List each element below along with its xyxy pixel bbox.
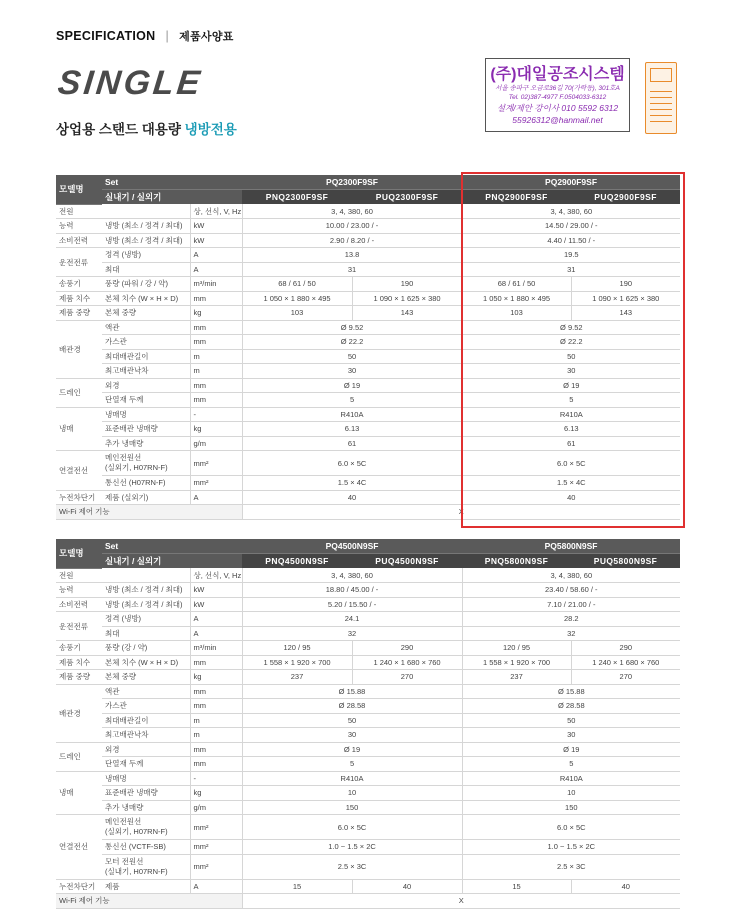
cell: 3, 4, 380, 60	[462, 204, 680, 219]
dealer-stamp	[485, 58, 630, 132]
item: 단열재 두께	[102, 393, 190, 408]
cell: R410A	[462, 407, 680, 422]
unit: 상, 선식, V, Hz	[190, 568, 242, 583]
row-label: 드레인	[56, 742, 102, 771]
row-label: 소비전력	[56, 597, 102, 612]
unit: mm	[190, 291, 242, 306]
page-header	[56, 28, 234, 44]
unit: mm²	[190, 840, 242, 855]
table-row	[56, 641, 680, 656]
unit: kg	[190, 786, 242, 801]
cell: R410A	[242, 407, 462, 422]
item: 풍량 (파워 / 강 / 약)	[102, 277, 190, 292]
unit: A	[190, 626, 242, 641]
cell: Ø 15.88	[242, 684, 462, 699]
row-label: 연결전선	[56, 815, 102, 880]
unit: -	[190, 407, 242, 422]
cell: 103	[462, 306, 571, 321]
table-row	[56, 699, 680, 714]
stand-unit-icon	[645, 62, 677, 134]
cell: 5	[242, 757, 462, 772]
unit: m³/min	[190, 277, 242, 292]
unit-model: PNQ4500N9SF	[242, 554, 352, 569]
table-row	[56, 583, 680, 598]
cell: 61	[462, 436, 680, 451]
item: 본체 치수 (W × H × D)	[102, 655, 190, 670]
indoor-outdoor-header: 실내기 / 실외기	[102, 190, 242, 205]
item: 최대	[102, 626, 190, 641]
row-label: Wi-Fi 제어 기능	[56, 894, 190, 909]
cell: 1 050 × 1 880 × 495	[242, 291, 352, 306]
item: 최대배관길이	[102, 349, 190, 364]
cell: 1 558 × 1 920 × 700	[242, 655, 352, 670]
unit: mm	[190, 320, 242, 335]
unit-model: PUQ4500N9SF	[352, 554, 462, 569]
table-row	[56, 612, 680, 627]
item: 냉방 (최소 / 정격 / 최대)	[102, 233, 190, 248]
cell: 1 050 × 1 880 × 495	[462, 291, 571, 306]
item: 가스관	[102, 335, 190, 350]
cell: 50	[462, 713, 680, 728]
row-label: Wi-Fi 제어 기능	[56, 505, 190, 520]
cell: 1 240 × 1 680 × 760	[352, 655, 462, 670]
table-row	[56, 306, 680, 321]
item: 제품	[102, 879, 190, 894]
row-label: 제품 중량	[56, 670, 102, 685]
cell: Ø 22.2	[462, 335, 680, 350]
item: 본체 치수 (W × H × D)	[102, 291, 190, 306]
cell: 1 240 × 1 680 × 760	[571, 655, 680, 670]
cell: 237	[242, 670, 352, 685]
cell: 28.2	[462, 612, 680, 627]
item: 통신선 (H07RN-F)	[102, 476, 190, 491]
cell: 103	[242, 306, 352, 321]
header-subtitle: 제품사양표	[179, 31, 234, 43]
unit: 상, 선식, V, Hz	[190, 204, 242, 219]
cell: 143	[571, 306, 680, 321]
cell: 32	[462, 626, 680, 641]
unit: mm	[190, 699, 242, 714]
table-row	[56, 451, 680, 476]
unit: mm	[190, 684, 242, 699]
set-model: PQ5800N9SF	[462, 539, 680, 554]
unit: m	[190, 728, 242, 743]
table-row	[56, 349, 680, 364]
table-row	[56, 626, 680, 641]
unit: kW	[190, 583, 242, 598]
cell: Ø 19	[462, 742, 680, 757]
cell: 190	[571, 277, 680, 292]
table-row	[56, 291, 680, 306]
cell: 6.0 × 5C	[242, 815, 462, 840]
item: 표준배관 냉매량	[102, 422, 190, 437]
cell: 3, 4, 380, 60	[242, 204, 462, 219]
item: 제품 (실외기)	[102, 490, 190, 505]
table-row	[56, 655, 680, 670]
stamp-email: 55926312@hanmail.net	[512, 115, 603, 125]
unit: m	[190, 364, 242, 379]
cell: 40	[242, 490, 462, 505]
unit: A	[190, 612, 242, 627]
unit-model: PNQ2300F9SF	[242, 190, 352, 205]
row-label: 연결전선	[56, 451, 102, 491]
unit: mm²	[190, 854, 242, 879]
table-row	[56, 879, 680, 894]
stamp-address: 서울 송파구 오금로36길 70(가락동), 301호A	[495, 85, 620, 92]
row-label: 송풍기	[56, 641, 102, 656]
table-row	[56, 335, 680, 350]
item: 단열재 두께	[102, 757, 190, 772]
unit-model: PNQ5800N9SF	[462, 554, 571, 569]
set-model: PQ4500N9SF	[242, 539, 462, 554]
cell: 1 558 × 1 920 × 700	[462, 655, 571, 670]
item: 본체 중량	[102, 306, 190, 321]
cell: R410A	[462, 771, 680, 786]
cell: 3, 4, 380, 60	[242, 568, 462, 583]
table-row	[56, 684, 680, 699]
cell: Ø 19	[242, 378, 462, 393]
cell: Ø 9.52	[242, 320, 462, 335]
table-row	[56, 894, 680, 909]
cell: 190	[352, 277, 462, 292]
row-label: 전원	[56, 568, 102, 583]
header-title: SPECIFICATION	[56, 29, 156, 43]
row-label: 능력	[56, 219, 102, 234]
row-label: 제품 중량	[56, 306, 102, 321]
unit: A	[190, 490, 242, 505]
unit: g/m	[190, 800, 242, 815]
unit-model: PUQ2300F9SF	[352, 190, 462, 205]
table-row	[56, 840, 680, 855]
row-label: 운전전류	[56, 612, 102, 641]
table-row	[56, 248, 680, 263]
item: 추가 냉매량	[102, 436, 190, 451]
cell: 6.0 × 5C	[462, 451, 680, 476]
indoor-outdoor-header: 실내기 / 실외기	[102, 554, 242, 569]
cell: 40	[462, 490, 680, 505]
cell: 6.13	[242, 422, 462, 437]
unit: mm²	[190, 815, 242, 840]
item: 외경	[102, 378, 190, 393]
cell: 40	[352, 879, 462, 894]
cell: 15	[462, 879, 571, 894]
cell: 15	[242, 879, 352, 894]
cell: 1.5 × 4C	[462, 476, 680, 491]
item: 정격 (냉방)	[102, 612, 190, 627]
table-row	[56, 713, 680, 728]
item: 최대	[102, 262, 190, 277]
unit: m³/min	[190, 641, 242, 656]
unit: mm	[190, 335, 242, 350]
unit: mm	[190, 757, 242, 772]
table-row	[56, 407, 680, 422]
cell: 150	[462, 800, 680, 815]
set-model: PQ2900F9SF	[462, 175, 680, 190]
cell: 237	[462, 670, 571, 685]
cell: 23.40 / 58.60 / -	[462, 583, 680, 598]
cell: 5	[462, 393, 680, 408]
unit: kW	[190, 219, 242, 234]
table-row	[56, 757, 680, 772]
cell: Ø 28.58	[242, 699, 462, 714]
stamp-name: (주)대일공조시스템	[490, 66, 625, 83]
model-header: 모델명	[56, 175, 102, 204]
cell: 1.0 ~ 1.5 × 2C	[242, 840, 462, 855]
cell: 150	[242, 800, 462, 815]
table-row	[56, 728, 680, 743]
cell: R410A	[242, 771, 462, 786]
product-line	[56, 118, 237, 138]
header-separator: |	[165, 29, 170, 43]
item: 통신선 (VCTF-SB)	[102, 840, 190, 855]
spec-table-1	[56, 175, 680, 520]
unit: A	[190, 262, 242, 277]
unit: A	[190, 248, 242, 263]
row-label: 드레인	[56, 378, 102, 407]
row-label: 능력	[56, 583, 102, 598]
item: 최고배관낙차	[102, 728, 190, 743]
unit: A	[190, 879, 242, 894]
cell: 30	[242, 728, 462, 743]
table-row	[56, 771, 680, 786]
row-label: 제품 치수	[56, 655, 102, 670]
item: 가스관	[102, 699, 190, 714]
row-label: 누전차단기	[56, 490, 102, 505]
item: 정격 (냉방)	[102, 248, 190, 263]
item: 냉매명	[102, 407, 190, 422]
cell: 10	[462, 786, 680, 801]
table-row	[56, 422, 680, 437]
row-label: 배관경	[56, 320, 102, 378]
cell: 270	[571, 670, 680, 685]
row-label: 운전전류	[56, 248, 102, 277]
table-row	[56, 219, 680, 234]
table-row	[56, 742, 680, 757]
table-row	[56, 393, 680, 408]
cell: 19.5	[462, 248, 680, 263]
row-label: 냉매	[56, 407, 102, 451]
cell: 1.0 ~ 1.5 × 2C	[462, 840, 680, 855]
cell: Ø 19	[242, 742, 462, 757]
item: 추가 냉매량	[102, 800, 190, 815]
cell: 1.5 × 4C	[242, 476, 462, 491]
brand-title: SINGLE	[56, 64, 205, 102]
unit: kg	[190, 306, 242, 321]
cell: 2.5 × 3C	[462, 854, 680, 879]
item: 냉방 (최소 / 정격 / 최대)	[102, 219, 190, 234]
stamp-tel: Tel. 02)387-4977 F.0504033-6312	[508, 94, 607, 101]
row-label: 전원	[56, 204, 102, 219]
item: 냉매명	[102, 771, 190, 786]
item: 메인전원선 (실외기, H07RN-F)	[102, 815, 190, 840]
model-header: 모델명	[56, 539, 102, 568]
cell: 32	[242, 626, 462, 641]
set-model: PQ2300F9SF	[242, 175, 462, 190]
table-row	[56, 568, 680, 583]
unit: mm	[190, 393, 242, 408]
table-row	[56, 800, 680, 815]
item: 최대배관길이	[102, 713, 190, 728]
cell: 61	[242, 436, 462, 451]
unit: mm	[190, 378, 242, 393]
cell: 5	[242, 393, 462, 408]
cell: 1 090 × 1 625 × 380	[352, 291, 462, 306]
cell: Ø 28.58	[462, 699, 680, 714]
cell: 68 / 61 / 50	[242, 277, 352, 292]
cell: X	[242, 894, 680, 909]
cell: 24.1	[242, 612, 462, 627]
cell: 270	[352, 670, 462, 685]
table-row	[56, 505, 680, 520]
unit: mm²	[190, 451, 242, 476]
row-label: 배관경	[56, 684, 102, 742]
set-header: Set	[102, 175, 242, 190]
item: 표준배관 냉매량	[102, 786, 190, 801]
cell: 30	[462, 364, 680, 379]
cell: Ø 22.2	[242, 335, 462, 350]
table-row	[56, 320, 680, 335]
cell: 10	[242, 786, 462, 801]
cell: Ø 9.52	[462, 320, 680, 335]
item: 최고배관낙차	[102, 364, 190, 379]
unit: g/m	[190, 436, 242, 451]
cell: 13.8	[242, 248, 462, 263]
cell: 30	[462, 728, 680, 743]
item: 모터 전원선 (실내기, H07RN-F)	[102, 854, 190, 879]
unit: mm	[190, 655, 242, 670]
unit: kg	[190, 422, 242, 437]
unit-model: PUQ5800N9SF	[571, 554, 680, 569]
cell: 40	[571, 879, 680, 894]
table-row	[56, 597, 680, 612]
table-row	[56, 364, 680, 379]
item: 외경	[102, 742, 190, 757]
table-row	[56, 670, 680, 685]
cell: 5	[462, 757, 680, 772]
cell: 290	[352, 641, 462, 656]
row-label: 소비전력	[56, 233, 102, 248]
stamp-contact: 설계/제안 강이사 010 5592 6312	[496, 103, 619, 113]
cell: 68 / 61 / 50	[462, 277, 571, 292]
item: 냉방 (최소 / 정격 / 최대)	[102, 583, 190, 598]
unit: kW	[190, 597, 242, 612]
cell: Ø 15.88	[462, 684, 680, 699]
table-row	[56, 490, 680, 505]
table-row	[56, 277, 680, 292]
product-line-highlight: 냉방전용	[184, 122, 237, 137]
table-row	[56, 786, 680, 801]
table-row	[56, 476, 680, 491]
unit: mm²	[190, 476, 242, 491]
table-row	[56, 436, 680, 451]
unit: kW	[190, 233, 242, 248]
item: 풍량 (강 / 약)	[102, 641, 190, 656]
cell: 120 / 95	[242, 641, 352, 656]
cell: 2.5 × 3C	[242, 854, 462, 879]
cell: 7.10 / 21.00 / -	[462, 597, 680, 612]
unit: m	[190, 713, 242, 728]
cell: 6.0 × 5C	[462, 815, 680, 840]
cell: 2.90 / 8.20 / -	[242, 233, 462, 248]
item: 액관	[102, 684, 190, 699]
table-row	[56, 815, 680, 840]
cell: 6.13	[462, 422, 680, 437]
cell: 50	[242, 349, 462, 364]
unit: kg	[190, 670, 242, 685]
unit-model: PUQ2900F9SF	[571, 190, 680, 205]
cell: 4.40 / 11.50 / -	[462, 233, 680, 248]
table-row	[56, 262, 680, 277]
row-label: 누전차단기	[56, 879, 102, 894]
row-label: 송풍기	[56, 277, 102, 292]
cell: 143	[352, 306, 462, 321]
cell: 1 090 × 1 625 × 380	[571, 291, 680, 306]
table-row	[56, 378, 680, 393]
set-header: Set	[102, 539, 242, 554]
cell: 290	[571, 641, 680, 656]
cell: 18.80 / 45.00 / -	[242, 583, 462, 598]
cell: 10.00 / 23.00 / -	[242, 219, 462, 234]
cell: X	[242, 505, 680, 520]
cell: 30	[242, 364, 462, 379]
cell: 31	[462, 262, 680, 277]
cell: 31	[242, 262, 462, 277]
cell: Ø 19	[462, 378, 680, 393]
product-line-prefix: 상업용 스탠드 대용량	[56, 122, 185, 137]
cell: 3, 4, 380, 60	[462, 568, 680, 583]
table-row	[56, 233, 680, 248]
cell: 50	[242, 713, 462, 728]
item: 냉방 (최소 / 정격 / 최대)	[102, 597, 190, 612]
item: 액관	[102, 320, 190, 335]
item: 메인전원선 (실외기, H07RN-F)	[102, 451, 190, 476]
unit: m	[190, 349, 242, 364]
unit: mm	[190, 742, 242, 757]
cell: 6.0 × 5C	[242, 451, 462, 476]
cell: 120 / 95	[462, 641, 571, 656]
row-label: 냉매	[56, 771, 102, 815]
item: 본체 중량	[102, 670, 190, 685]
unit: -	[190, 771, 242, 786]
table-row	[56, 204, 680, 219]
cell: 14.50 / 29.00 / -	[462, 219, 680, 234]
row-label: 제품 치수	[56, 291, 102, 306]
table-row	[56, 854, 680, 879]
cell: 5.20 / 15.50 / -	[242, 597, 462, 612]
spec-table-2	[56, 539, 680, 909]
unit-model: PNQ2900F9SF	[462, 190, 571, 205]
cell: 50	[462, 349, 680, 364]
